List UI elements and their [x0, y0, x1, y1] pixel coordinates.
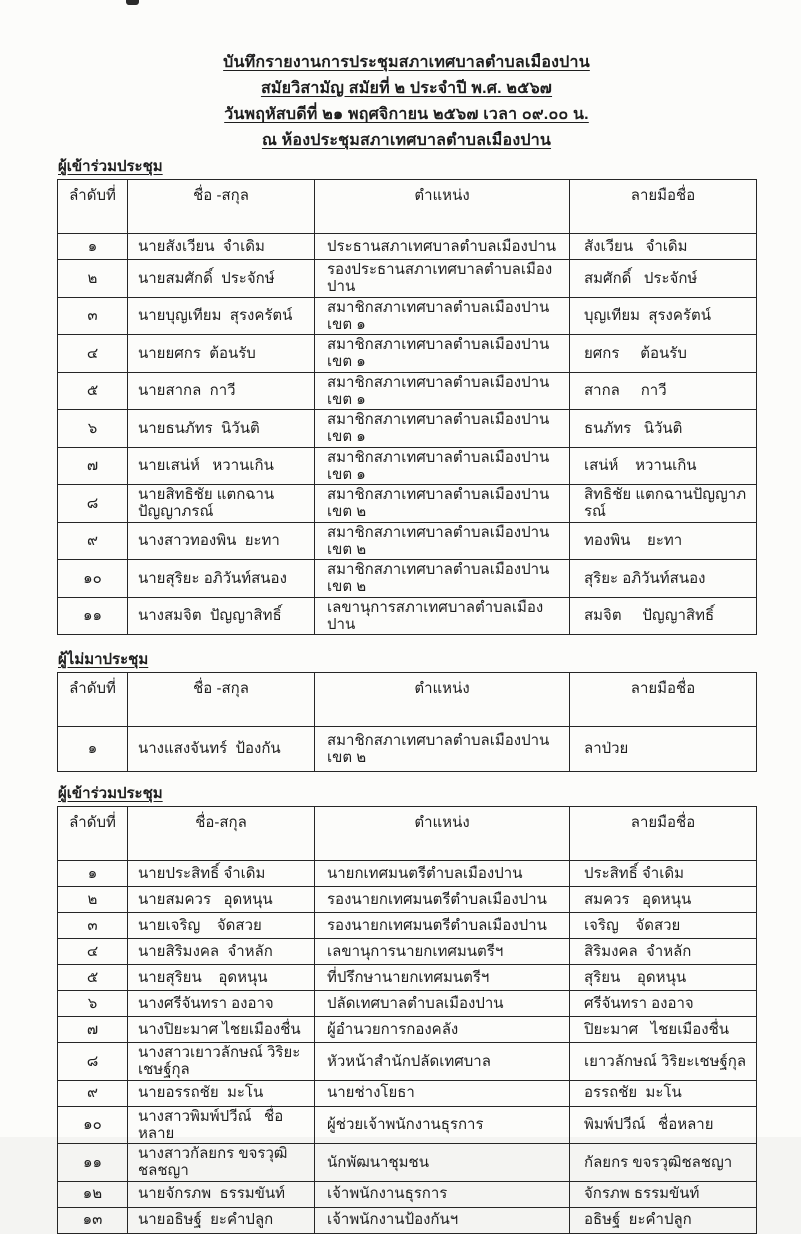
row-number-cell: ๗	[58, 447, 128, 485]
name-cell: นายสิทธิชัย แตกฉานปัญญาภรณ์	[128, 485, 315, 523]
position-cell: เลขานุการนายกเทศมนตรีฯ	[315, 939, 570, 965]
row-number-cell: ๑๑	[58, 597, 128, 635]
signature-cell: ปิยะมาศ ไชยเมืองชื่น	[570, 1017, 757, 1043]
table-row	[58, 1043, 757, 1081]
name-cell: นางสาวทองพิน ยะทา	[128, 522, 315, 560]
table-row	[58, 1181, 757, 1207]
row-number-cell: ๒	[58, 887, 128, 913]
column-header-name: ชื่อ-สกุล	[128, 807, 315, 861]
title-line: สมัยวิสามัญ สมัยที่ ๒ ประจำปี พ.ศ. ๒๕๖๗	[260, 80, 553, 97]
position-cell: เจ้าพนักงานธุรการ	[315, 1181, 570, 1207]
name-cell: นายสมศักดิ์ ประจักษ์	[128, 260, 315, 298]
name-cell: นางสาวกัลยกร ขจรวุฒิชลชญา	[128, 1144, 315, 1182]
row-number-cell: ๘	[58, 485, 128, 523]
column-header-position: ตำแหน่ง	[315, 807, 570, 861]
signature-cell: เสน่ห์ หวานเกิน	[570, 447, 757, 485]
table-row	[58, 335, 757, 373]
position-cell: สมาชิกสภาเทศบาลตำบลเมืองปานเขต ๒	[315, 560, 570, 598]
signature-cell: อรรถชัย มะโน	[570, 1080, 757, 1106]
name-cell: นายสิริมงคล จำหลัก	[128, 939, 315, 965]
signature-cell: อธิษฐ์ ยะคำปลูก	[570, 1207, 757, 1233]
column-header-signature: ลายมือชื่อ	[570, 807, 757, 861]
signature-cell: ลาป่วย	[570, 727, 757, 772]
column-header-signature: ลายมือชื่อ	[570, 673, 757, 727]
row-number-cell: ๑	[58, 861, 128, 887]
name-cell: นายจักรภพ ธรรมขันท์	[128, 1181, 315, 1207]
row-number-cell: ๕	[58, 372, 128, 410]
table-row	[58, 1106, 757, 1144]
position-cell: ที่ปรึกษานายกเทศมนตรีฯ	[315, 965, 570, 991]
table-row	[58, 861, 757, 887]
position-cell: ผู้ช่วยเจ้าพนักงานธุรการ	[315, 1106, 570, 1144]
row-number-cell: ๑	[58, 727, 128, 772]
section-heading: ผู้ไม่มาประชุม	[58, 651, 149, 668]
signature-cell: สุริยะ อภิวันท์สนอง	[570, 560, 757, 598]
row-number-cell: ๖	[58, 410, 128, 448]
name-cell: นางแสงจันทร์ ป้องกัน	[128, 727, 315, 772]
signature-cell: สมจิต ปัญญาสิทธิ์	[570, 597, 757, 635]
row-number-cell: ๙	[58, 1080, 128, 1106]
position-cell: สมาชิกสภาเทศบาลตำบลเมืองปานเขต ๒	[315, 485, 570, 523]
name-cell: นายเจริญ จัดสวย	[128, 913, 315, 939]
signature-cell: กัลยกร ขจรวุฒิชลชญา	[570, 1144, 757, 1182]
signature-cell: สมควร อุดหนุน	[570, 887, 757, 913]
column-header-position: ตำแหน่ง	[315, 673, 570, 727]
attendees-table	[57, 179, 757, 635]
name-cell: นายสุริยน อุดหนุน	[128, 965, 315, 991]
row-number-cell: ๘	[58, 1043, 128, 1081]
column-header-position: ตำแหน่ง	[315, 180, 570, 234]
table-row	[58, 485, 757, 523]
title-line: ณ ห้องประชุมสภาเทศบาลตำบลเมืองปาน	[261, 132, 552, 149]
signature-cell: สมศักดิ์ ประจักษ์	[570, 260, 757, 298]
position-cell: นายกเทศมนตรีตำบลเมืองปาน	[315, 861, 570, 887]
table-row	[58, 260, 757, 298]
row-number-cell: ๑	[58, 234, 128, 260]
position-cell: สมาชิกสภาเทศบาลตำบลเมืองปานเขต ๑	[315, 447, 570, 485]
signature-cell: สุริยน อุดหนุน	[570, 965, 757, 991]
signature-cell: บุญเทียม สุรงครัตน์	[570, 297, 757, 335]
column-header-index: ลำดับที่	[58, 180, 128, 234]
section-attendees	[57, 157, 756, 635]
name-cell: นายบุญเทียม สุรงครัตน์	[128, 297, 315, 335]
position-cell: สมาชิกสภาเทศบาลตำบลเมืองปานเขต ๑	[315, 372, 570, 410]
row-number-cell: ๑๓	[58, 1207, 128, 1233]
table-row	[58, 939, 757, 965]
table-row	[58, 727, 757, 772]
table-row	[58, 560, 757, 598]
table-row	[58, 1017, 757, 1043]
row-number-cell: ๓	[58, 913, 128, 939]
row-number-cell: ๓	[58, 297, 128, 335]
signature-cell: ทองพิน ยะทา	[570, 522, 757, 560]
position-cell: รองนายกเทศมนตรีตำบลเมืองปาน	[315, 887, 570, 913]
table-header-row	[58, 807, 757, 861]
table-row	[58, 965, 757, 991]
table-row	[58, 372, 757, 410]
name-cell: นายสังเวียน จำเดิม	[128, 234, 315, 260]
name-cell: นายสากล กาวี	[128, 372, 315, 410]
position-cell: ปลัดเทศบาลตำบลเมืองปาน	[315, 991, 570, 1017]
table-row	[58, 597, 757, 635]
table-row	[58, 1080, 757, 1106]
position-cell: ประธานสภาเทศบาลตำบลเมืองปาน	[315, 234, 570, 260]
table-row	[58, 887, 757, 913]
name-cell: นายยศกร ต้อนรับ	[128, 335, 315, 373]
table-row	[58, 447, 757, 485]
signature-cell: สากล กาวี	[570, 372, 757, 410]
row-number-cell: ๔	[58, 335, 128, 373]
column-header-signature: ลายมือชื่อ	[570, 180, 757, 234]
table-row	[58, 913, 757, 939]
name-cell: นางศรีจันทรา องอาจ	[128, 991, 315, 1017]
row-number-cell: ๒	[58, 260, 128, 298]
row-number-cell: ๑๑	[58, 1144, 128, 1182]
signature-cell: เจริญ จัดสวย	[570, 913, 757, 939]
row-number-cell: ๑๒	[58, 1181, 128, 1207]
position-cell: สมาชิกสภาเทศบาลตำบลเมืองปานเขต ๑	[315, 410, 570, 448]
table-row	[58, 410, 757, 448]
position-cell: นักพัฒนาชุมชน	[315, 1144, 570, 1182]
column-header-index: ลำดับที่	[58, 807, 128, 861]
signature-cell: จักรภพ ธรรมขันท์	[570, 1181, 757, 1207]
signature-cell: สิริมงคล จำหลัก	[570, 939, 757, 965]
signature-cell: เยาวลักษณ์ วิริยะเชษฐ์กุล	[570, 1043, 757, 1081]
position-cell: เลขานุการสภาเทศบาลตำบลเมืองปาน	[315, 597, 570, 635]
title-line: วันพฤหัสบดีที่ ๒๑ พฤศจิกายน ๒๕๖๗ เวลา ๐๙.๐๐ น.	[224, 106, 589, 123]
position-cell: สมาชิกสภาเทศบาลตำบลเมืองปานเขต ๒	[315, 522, 570, 560]
row-number-cell: ๑๐	[58, 560, 128, 598]
position-cell: สมาชิกสภาเทศบาลตำบลเมืองปานเขต ๑	[315, 297, 570, 335]
document-title	[57, 50, 756, 154]
position-cell: เจ้าพนักงานป้องกันฯ	[315, 1207, 570, 1233]
position-cell: หัวหน้าสำนักปลัดเทศบาล	[315, 1043, 570, 1081]
title-line: บันทึกรายงานการประชุมสภาเทศบาลตำบลเมืองปาน	[223, 54, 590, 71]
section-participants	[57, 784, 756, 1234]
section-absentees	[57, 650, 756, 772]
name-cell: นางปิยะมาศ ไชยเมืองชื่น	[128, 1017, 315, 1043]
scan-artifact	[126, 0, 139, 5]
row-number-cell: ๙	[58, 522, 128, 560]
name-cell: นายสุริยะ อภิวันท์สนอง	[128, 560, 315, 598]
signature-cell: สังเวียน จำเดิม	[570, 234, 757, 260]
section-heading: ผู้เข้าร่วมประชุม	[58, 158, 163, 175]
column-header-name: ชื่อ -สกุล	[128, 180, 315, 234]
column-header-name: ชื่อ -สกุล	[128, 673, 315, 727]
absentees-table	[57, 672, 757, 772]
position-cell: รองประธานสภาเทศบาลตำบลเมืองปาน	[315, 260, 570, 298]
table-row	[58, 297, 757, 335]
table-row	[58, 1207, 757, 1233]
signature-cell: ธนภัทร นิวันติ	[570, 410, 757, 448]
table-header-row	[58, 180, 757, 234]
signature-cell: พิมพ์ปวีณ์ ชื่อหลาย	[570, 1106, 757, 1144]
table-row	[58, 234, 757, 260]
position-cell: ผู้อำนวยการกองคลัง	[315, 1017, 570, 1043]
position-cell: สมาชิกสภาเทศบาลตำบลเมืองปานเขต ๒	[315, 727, 570, 772]
name-cell: นางสาวพิมพ์ปวีณ์ ชื่อหลาย	[128, 1106, 315, 1144]
row-number-cell: ๖	[58, 991, 128, 1017]
row-number-cell: ๑๐	[58, 1106, 128, 1144]
signature-cell: สิทธิชัย แตกฉานปัญญาภรณ์	[570, 485, 757, 523]
name-cell: นางสาวเยาวลักษณ์ วิริยะเชษฐ์กุล	[128, 1043, 315, 1081]
name-cell: นายอธิษฐ์ ยะคำปลูก	[128, 1207, 315, 1233]
position-cell: นายช่างโยธา	[315, 1080, 570, 1106]
table-row	[58, 991, 757, 1017]
name-cell: นายเสน่ห์ หวานเกิน	[128, 447, 315, 485]
name-cell: นายธนภัทร นิวันติ	[128, 410, 315, 448]
column-header-index: ลำดับที่	[58, 673, 128, 727]
table-header-row	[58, 673, 757, 727]
position-cell: สมาชิกสภาเทศบาลตำบลเมืองปานเขต ๑	[315, 335, 570, 373]
row-number-cell: ๗	[58, 1017, 128, 1043]
name-cell: นายอรรถชัย มะโน	[128, 1080, 315, 1106]
position-cell: รองนายกเทศมนตรีตำบลเมืองปาน	[315, 913, 570, 939]
row-number-cell: ๕	[58, 965, 128, 991]
signature-cell: ประสิทธิ์ จำเดิม	[570, 861, 757, 887]
name-cell: นายประสิทธิ์ จำเดิม	[128, 861, 315, 887]
table-row	[58, 1144, 757, 1182]
row-number-cell: ๔	[58, 939, 128, 965]
signature-cell: ศรีจันทรา องอาจ	[570, 991, 757, 1017]
section-heading: ผู้เข้าร่วมประชุม	[58, 785, 163, 802]
name-cell: นายสมควร อุดหนุน	[128, 887, 315, 913]
table-row	[58, 522, 757, 560]
participants-table	[57, 806, 757, 1234]
name-cell: นางสมจิต ปัญญาสิทธิ์	[128, 597, 315, 635]
signature-cell: ยศกร ต้อนรับ	[570, 335, 757, 373]
